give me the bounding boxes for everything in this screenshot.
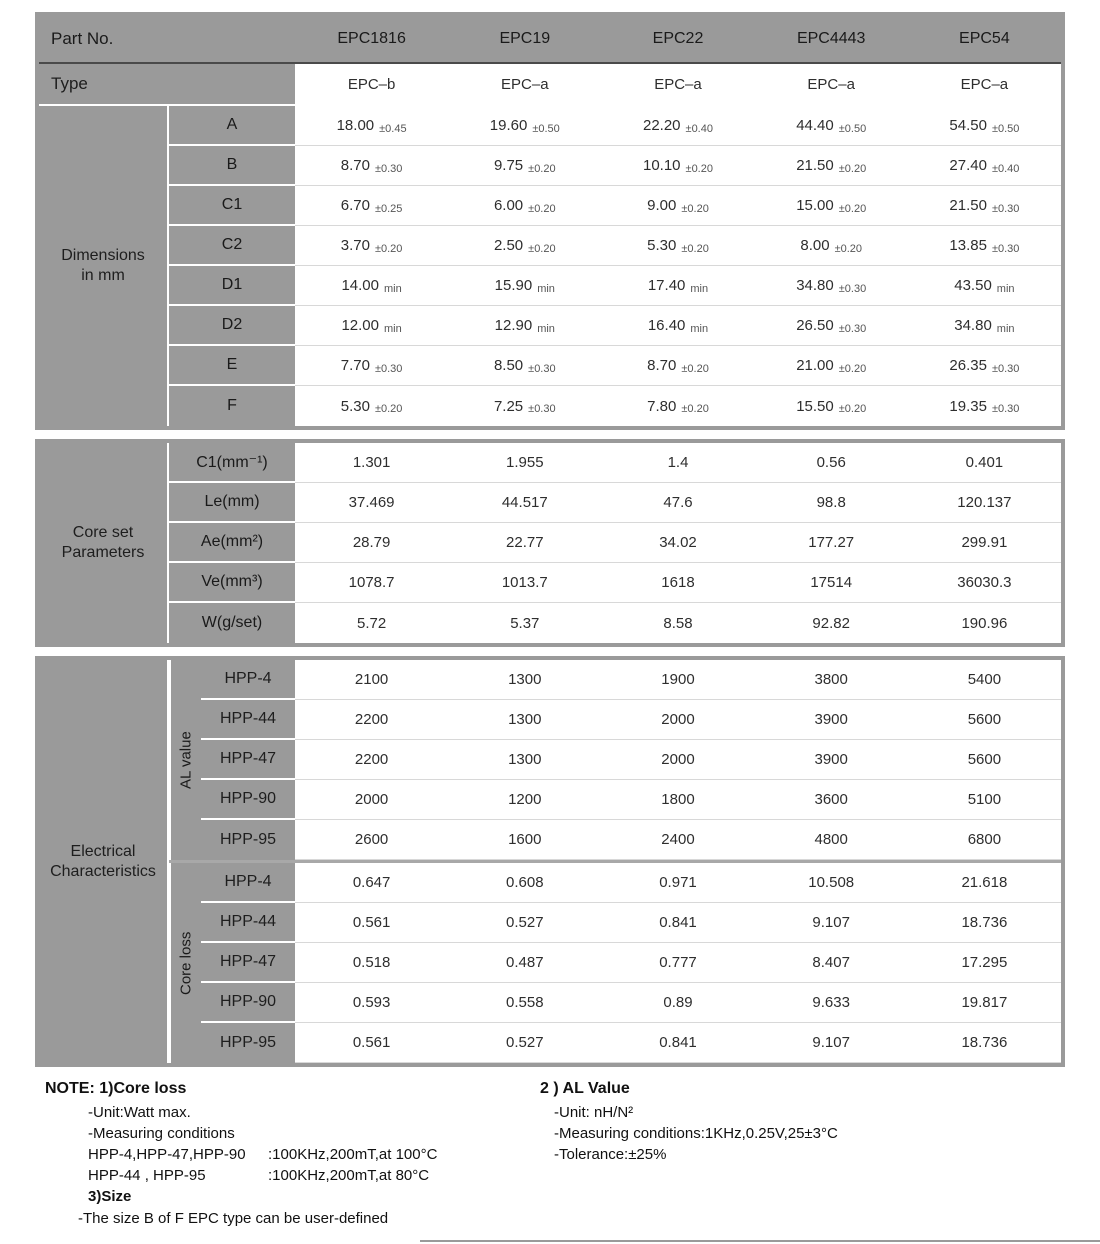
note-condition-label: HPP-44 , HPP-95 <box>88 1167 206 1184</box>
value: 14.00 <box>341 277 379 294</box>
dimension-value <box>755 226 908 266</box>
note-core-loss-title: NOTE: 1)Core loss <box>45 1080 187 1097</box>
electrical-value: 21.618 <box>908 863 1061 903</box>
core-set-value: 1618 <box>601 563 754 603</box>
core-set-value: 34.02 <box>601 523 754 563</box>
electrical-value: 0.518 <box>295 943 448 983</box>
electrical-value: 1600 <box>448 820 601 860</box>
value: 8.00 <box>800 237 830 254</box>
dimension-value <box>908 106 1061 146</box>
dimension-key: F <box>169 386 295 426</box>
tolerance: ±0.20 <box>834 242 863 255</box>
core-set-value: 5.72 <box>356 614 387 632</box>
electrical-subgroup <box>169 863 1061 1063</box>
tolerance: ±0.20 <box>838 202 867 215</box>
dimension-value <box>295 346 448 386</box>
part-number-column-header: EPC19 <box>499 30 551 47</box>
electrical-value: 9.107 <box>755 1023 908 1063</box>
electrical-value: 5600 <box>908 700 1061 740</box>
subgroup-rows <box>201 660 1061 860</box>
dimension-key: B <box>169 146 295 186</box>
electrical-value: 9.107 <box>755 903 908 943</box>
electrical-row <box>201 820 1061 860</box>
type-value: EPC–a <box>501 75 549 93</box>
electrical-row <box>201 660 1061 700</box>
value: 12.00 <box>341 317 379 334</box>
core-set-row <box>169 523 1061 563</box>
tolerance: ±0.20 <box>838 362 867 375</box>
tolerance: ±0.50 <box>991 122 1020 135</box>
tolerance: ±0.20 <box>681 202 709 215</box>
core-set-value: 22.77 <box>448 523 601 563</box>
tolerance: min <box>996 322 1015 335</box>
block-electrical-characteristics <box>35 656 1065 1067</box>
core-set-value: 190.96 <box>961 614 1008 632</box>
dimensions-group-label: Dimensions in mm <box>39 106 169 426</box>
block-core-set-parameters <box>35 439 1065 647</box>
dimension-value <box>908 386 1061 426</box>
value: 9.00 <box>647 197 677 214</box>
value: 15.00 <box>796 197 834 214</box>
tolerance: ±0.50 <box>838 122 867 135</box>
material-key: HPP-95 <box>201 1023 295 1063</box>
value: 2.50 <box>493 237 524 254</box>
dimension-value <box>601 226 754 266</box>
dimension-key: C1 <box>169 186 295 226</box>
electrical-value: 2400 <box>601 820 754 860</box>
dimension-value <box>755 306 908 346</box>
core-set-value: 0.401 <box>908 443 1061 483</box>
material-key: HPP-47 <box>201 943 295 983</box>
dimension-value <box>755 186 908 226</box>
value: 8.70 <box>647 357 677 374</box>
core-set-group-label: Core set Parameters <box>39 443 169 643</box>
dimension-value <box>448 266 601 306</box>
material-key: HPP-4 <box>201 863 295 903</box>
electrical-value: 0.593 <box>295 983 448 1023</box>
electrical-value: 0.89 <box>601 983 754 1023</box>
type-label: Type <box>39 64 295 104</box>
electrical-row <box>201 1023 1061 1063</box>
electrical-row <box>201 780 1061 820</box>
electrical-value: 1200 <box>448 780 601 820</box>
block-dimensions <box>35 12 1065 430</box>
core-set-key: Ae(mm²) <box>169 523 295 563</box>
dimension-value <box>601 346 754 386</box>
value: 18.00 <box>336 117 375 134</box>
tolerance: ±0.20 <box>528 202 556 215</box>
dimension-value <box>601 266 754 306</box>
material-key: HPP-44 <box>201 903 295 943</box>
note-line: -Unit:Watt max. <box>88 1104 191 1121</box>
value: 15.90 <box>494 277 533 294</box>
dimension-value <box>448 226 601 266</box>
value: 6.00 <box>493 197 524 214</box>
electrical-value: 3900 <box>755 740 908 780</box>
dimension-value <box>448 186 601 226</box>
dimension-value <box>295 106 448 146</box>
electrical-value: 0.558 <box>448 983 601 1023</box>
note-core-loss <box>45 1080 495 1229</box>
value: 44.40 <box>796 117 834 134</box>
note-line: -Unit: nH/N² <box>554 1104 634 1121</box>
dimension-value <box>448 106 601 146</box>
core-set-value: 28.79 <box>295 523 448 563</box>
electrical-value: 5400 <box>908 660 1061 700</box>
electrical-value: 0.841 <box>601 1023 754 1063</box>
electrical-value: 0.561 <box>295 903 448 943</box>
core-set-value: 0.56 <box>755 443 908 483</box>
electrical-row <box>201 903 1061 943</box>
electrical-value: 4800 <box>755 820 908 860</box>
tolerance: ±0.20 <box>528 242 556 255</box>
value: 21.50 <box>949 197 987 214</box>
core-set-value: 120.137 <box>908 483 1061 523</box>
tolerance: ±0.30 <box>991 202 1020 215</box>
dimension-key: D2 <box>169 306 295 346</box>
tolerance: ±0.40 <box>685 122 713 135</box>
value: 34.80 <box>954 317 992 334</box>
note-condition-label: HPP-4,HPP-47,HPP-90 <box>88 1146 246 1163</box>
core-set-row <box>169 603 1061 643</box>
electrical-value: 1300 <box>448 740 601 780</box>
type-value: EPC–b <box>347 75 396 93</box>
dimension-value <box>448 346 601 386</box>
dimension-value <box>755 386 908 426</box>
core-set-value: 1.955 <box>448 443 601 483</box>
electrical-value: 0.971 <box>601 863 754 903</box>
tolerance: ±0.30 <box>374 362 403 375</box>
electrical-value: 0.527 <box>448 903 601 943</box>
core-set-value: 44.517 <box>448 483 601 523</box>
tolerance: ±0.20 <box>528 162 556 175</box>
value: 6.70 <box>340 197 370 214</box>
note-al-value-title: 2 ) AL Value <box>540 1080 630 1097</box>
type-row <box>39 64 1061 104</box>
value: 26.35 <box>949 357 987 374</box>
value: 19.60 <box>489 117 528 134</box>
electrical-value: 0.777 <box>601 943 754 983</box>
core-set-key: W(g/set) <box>169 603 295 643</box>
material-key: HPP-47 <box>201 740 295 780</box>
type-value: EPC–a <box>807 75 855 93</box>
dimension-key: A <box>169 106 295 146</box>
dimension-row <box>169 186 1061 226</box>
type-value: EPC–a <box>654 75 702 93</box>
electrical-value: 3800 <box>755 660 908 700</box>
type-value: EPC–a <box>960 75 1009 93</box>
dimension-value <box>295 306 448 346</box>
tolerance: ±0.50 <box>532 122 560 135</box>
dimension-value <box>908 306 1061 346</box>
core-set-value: 8.58 <box>663 614 693 632</box>
dimension-value <box>908 266 1061 306</box>
dimension-value <box>755 146 908 186</box>
epc-spec-table <box>35 12 1065 1076</box>
dimension-row <box>169 106 1061 146</box>
value: 54.50 <box>949 117 987 134</box>
material-key: HPP-4 <box>201 660 295 700</box>
electrical-row <box>201 863 1061 903</box>
dimension-value <box>295 186 448 226</box>
value: 7.25 <box>493 397 524 415</box>
tolerance: ±0.30 <box>991 362 1020 375</box>
electrical-value: 2600 <box>295 820 448 860</box>
dimension-value <box>295 266 448 306</box>
dimension-value <box>601 186 754 226</box>
electrical-value: 18.736 <box>908 1023 1061 1063</box>
part-number-column-header: EPC4443 <box>796 30 866 47</box>
value: 17.40 <box>647 277 686 294</box>
material-key: HPP-90 <box>201 983 295 1023</box>
part-no-label: Part No. <box>51 29 114 48</box>
electrical-value: 3900 <box>755 700 908 740</box>
dimension-value <box>755 346 908 386</box>
dimension-value <box>908 346 1061 386</box>
dimensions-section <box>39 104 1061 426</box>
electrical-value: 2200 <box>295 740 448 780</box>
value: 15.50 <box>796 397 834 415</box>
core-set-value: 1078.7 <box>295 563 448 603</box>
note-size-line: -The size B of F EPC type can be user-defined <box>78 1210 389 1227</box>
tolerance: ±0.30 <box>838 282 867 295</box>
value: 7.70 <box>340 357 370 374</box>
core-set-value: 36030.3 <box>908 563 1061 603</box>
note-line: -Measuring conditions:1KHz,0.25V,25±3°C <box>554 1125 838 1142</box>
tolerance: ±0.20 <box>374 403 403 415</box>
core-set-value: 1013.7 <box>448 563 601 603</box>
material-key: HPP-44 <box>201 700 295 740</box>
dimension-row <box>169 346 1061 386</box>
note-line: -Tolerance:±25% <box>554 1146 667 1163</box>
electrical-value: 5600 <box>908 740 1061 780</box>
tolerance: min <box>996 282 1015 295</box>
core-set-key: Ve(mm³) <box>169 563 295 603</box>
dimension-key: C2 <box>169 226 295 266</box>
subgroup-label: AL value <box>169 660 201 860</box>
dimension-value <box>908 226 1061 266</box>
material-key: HPP-95 <box>201 820 295 860</box>
electrical-value: 2100 <box>295 660 448 700</box>
electrical-row <box>201 700 1061 740</box>
value: 21.00 <box>796 357 834 374</box>
core-set-value: 98.8 <box>755 483 908 523</box>
note-condition-value: :100KHz,200mT,at 100°C <box>268 1146 438 1163</box>
value: 16.40 <box>647 317 686 334</box>
electrical-value: 0.841 <box>601 903 754 943</box>
core-set-value: 47.6 <box>601 483 754 523</box>
subgroup-label: Core loss <box>169 863 201 1063</box>
electrical-value: 2000 <box>601 700 754 740</box>
dimension-value <box>448 386 601 426</box>
dimension-value <box>908 146 1061 186</box>
core-set-value: 1.4 <box>601 443 754 483</box>
tolerance: ±0.30 <box>991 242 1020 255</box>
tolerance: min <box>384 282 402 295</box>
note-al-value <box>540 1080 960 1165</box>
value: 8.70 <box>340 157 370 174</box>
value: 12.90 <box>494 317 533 334</box>
part-number-column-header: EPC54 <box>959 30 1010 47</box>
value: 26.50 <box>796 317 834 334</box>
dimension-row <box>169 306 1061 346</box>
dimension-row <box>169 226 1061 266</box>
value: 5.30 <box>647 237 677 254</box>
dimension-row <box>169 386 1061 426</box>
electrical-value: 0.561 <box>295 1023 448 1063</box>
tolerance: ±0.25 <box>374 202 403 215</box>
tolerance: ±0.20 <box>374 242 403 255</box>
tolerance: ±0.20 <box>838 162 867 175</box>
tolerance: min <box>690 282 709 295</box>
electrical-value: 2200 <box>295 700 448 740</box>
dimension-value <box>601 106 754 146</box>
tolerance: ±0.20 <box>681 362 709 375</box>
value: 21.50 <box>796 157 834 174</box>
tolerance: ±0.30 <box>838 322 867 335</box>
tolerance: ±0.30 <box>374 162 403 175</box>
page-bottom-rule <box>420 1240 1100 1242</box>
tolerance: ±0.20 <box>681 403 709 415</box>
value: 5.30 <box>340 397 370 415</box>
electrical-value: 2000 <box>295 780 448 820</box>
part-number-column-header: EPC1816 <box>337 30 406 47</box>
part-no-header-row <box>39 16 1061 62</box>
note-line: -Measuring conditions <box>88 1125 235 1142</box>
value: 3.70 <box>340 237 370 254</box>
note-condition-value: :100KHz,200mT,at 80°C <box>268 1167 430 1184</box>
material-key: HPP-90 <box>201 780 295 820</box>
tolerance: min <box>537 282 555 295</box>
part-number-column-header: EPC22 <box>652 30 704 47</box>
core-set-row <box>169 483 1061 523</box>
electrical-value: 3600 <box>755 780 908 820</box>
core-set-value: 5.37 <box>510 614 540 632</box>
note-condition-row <box>88 1165 495 1186</box>
core-set-section <box>39 443 1061 643</box>
tolerance: ±0.20 <box>681 242 709 255</box>
dimension-key: E <box>169 346 295 386</box>
dimension-value <box>601 146 754 186</box>
electrical-value: 0.608 <box>448 863 601 903</box>
electrical-value: 5100 <box>908 780 1061 820</box>
tolerance: ±0.30 <box>528 403 556 415</box>
core-set-value: 92.82 <box>812 614 850 632</box>
dimension-value <box>295 386 448 426</box>
value: 9.75 <box>493 157 524 174</box>
core-set-value: 17514 <box>755 563 908 603</box>
electrical-section <box>39 660 1061 1063</box>
dimension-value <box>601 306 754 346</box>
core-set-value: 37.469 <box>295 483 448 523</box>
tolerance: min <box>690 322 709 335</box>
tolerance: ±0.40 <box>991 162 1020 175</box>
electrical-value: 10.508 <box>755 863 908 903</box>
dimension-value <box>601 386 754 426</box>
tolerance: min <box>384 322 402 335</box>
electrical-value: 1300 <box>448 660 601 700</box>
tolerance: ±0.20 <box>685 162 713 175</box>
core-set-value: 1.301 <box>295 443 448 483</box>
value: 8.50 <box>493 357 524 374</box>
core-set-value: 299.91 <box>908 523 1061 563</box>
dimension-value <box>755 106 908 146</box>
electrical-row <box>201 740 1061 780</box>
value: 10.10 <box>642 157 681 174</box>
value: 13.85 <box>949 237 987 254</box>
core-set-row <box>169 443 1061 483</box>
tolerance: ±0.20 <box>838 403 867 415</box>
dimension-value <box>908 186 1061 226</box>
dimension-value <box>448 146 601 186</box>
electrical-value: 1300 <box>448 700 601 740</box>
note-size-title: 3)Size <box>88 1188 132 1205</box>
electrical-value: 0.487 <box>448 943 601 983</box>
core-set-value: 177.27 <box>755 523 908 563</box>
value: 7.80 <box>647 397 677 415</box>
electrical-value: 9.633 <box>755 983 908 1023</box>
value: 43.50 <box>954 277 992 294</box>
electrical-value: 8.407 <box>755 943 908 983</box>
value: 19.35 <box>949 397 987 415</box>
dimension-value <box>755 266 908 306</box>
electrical-row <box>201 943 1061 983</box>
tolerance: min <box>537 322 555 335</box>
electrical-value: 18.736 <box>908 903 1061 943</box>
tolerance: ±0.45 <box>379 122 407 135</box>
electrical-value: 19.817 <box>908 983 1061 1023</box>
electrical-group-label: Electrical Characteristics <box>39 660 169 1063</box>
electrical-value: 0.647 <box>295 863 448 903</box>
tolerance: ±0.30 <box>991 403 1020 415</box>
dimension-row <box>169 266 1061 306</box>
dimension-value <box>295 226 448 266</box>
dimension-key: D1 <box>169 266 295 306</box>
electrical-row <box>201 983 1061 1023</box>
subgroup-rows <box>201 863 1061 1063</box>
electrical-value: 6800 <box>908 820 1061 860</box>
electrical-value: 17.295 <box>908 943 1061 983</box>
core-set-key: Le(mm) <box>169 483 295 523</box>
electrical-subgroup <box>169 660 1061 860</box>
electrical-value: 0.527 <box>448 1023 601 1063</box>
electrical-value: 1900 <box>601 660 754 700</box>
value: 27.40 <box>949 157 987 174</box>
tolerance: ±0.30 <box>528 362 556 375</box>
dimension-row <box>169 146 1061 186</box>
core-set-key: C1(mm⁻¹) <box>169 443 295 483</box>
electrical-value: 1800 <box>601 780 754 820</box>
value: 34.80 <box>796 277 834 294</box>
dimension-value <box>448 306 601 346</box>
note-condition-row <box>88 1144 495 1165</box>
electrical-value: 2000 <box>601 740 754 780</box>
value: 22.20 <box>642 117 681 134</box>
core-set-row <box>169 563 1061 603</box>
dimension-value <box>295 146 448 186</box>
